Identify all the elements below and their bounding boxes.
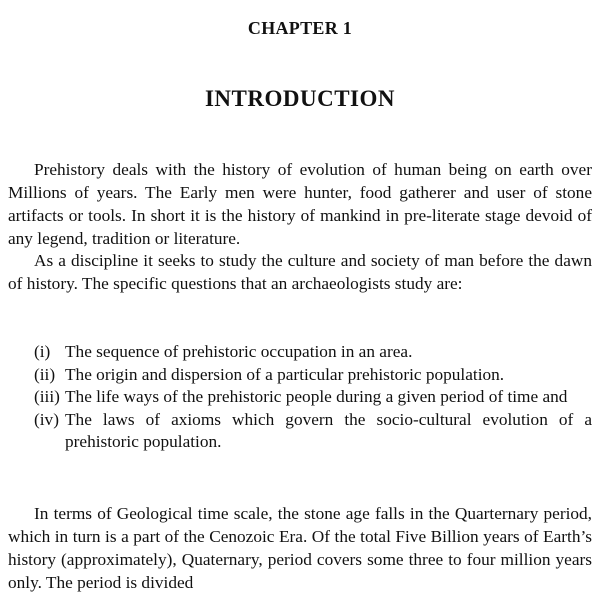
chapter-label: CHAPTER 1 <box>247 18 353 38</box>
list-item-text: The sequence of prehistoric occupation in an area. <box>65 342 413 361</box>
paragraph-prehistory-definition: Prehistory deals with the history of evolution of human being on earth over Millions of years. The Early men were hunter, food gatherer and user of stone artifacts or tools. In short it is the history of mankind in pre-literate stage devoid of any legend, tradition or literature. <box>8 160 592 248</box>
list-item-number: (i) <box>34 342 51 361</box>
list-item <box>8 386 592 409</box>
list-item-text: The life ways of the prehistoric people during a given period of time and <box>65 387 568 406</box>
questions-list <box>8 341 592 454</box>
list-item-number: (ii) <box>34 364 56 384</box>
list-item <box>8 341 592 364</box>
list-item <box>8 364 592 387</box>
list-item-text: The origin and dispersion of a particular prehistoric population. <box>65 364 505 384</box>
list-item-number: (iv) <box>34 409 59 429</box>
list-item-number: (iii) <box>34 387 60 406</box>
paragraph-discipline: As a discipline it seeks to study the culture and society of man before the dawn of history. The specific questions that an archaeologists study are: <box>8 251 592 293</box>
list-item <box>8 409 592 454</box>
chapter-title: INTRODUCTION <box>204 86 396 111</box>
paragraph-geological-time: In terms of Geological time scale, the stone age falls in the Quarternary period, which in turn is a part of the Cenozoic Era. Of the total Five Billion years of Earth’s history (approximately), Quaternary, period covers some three to four million years only. The period is divided <box>8 504 592 592</box>
list-item-text: The laws of axioms which govern the socio-cultural evolution of a prehistoric population. <box>65 409 592 451</box>
